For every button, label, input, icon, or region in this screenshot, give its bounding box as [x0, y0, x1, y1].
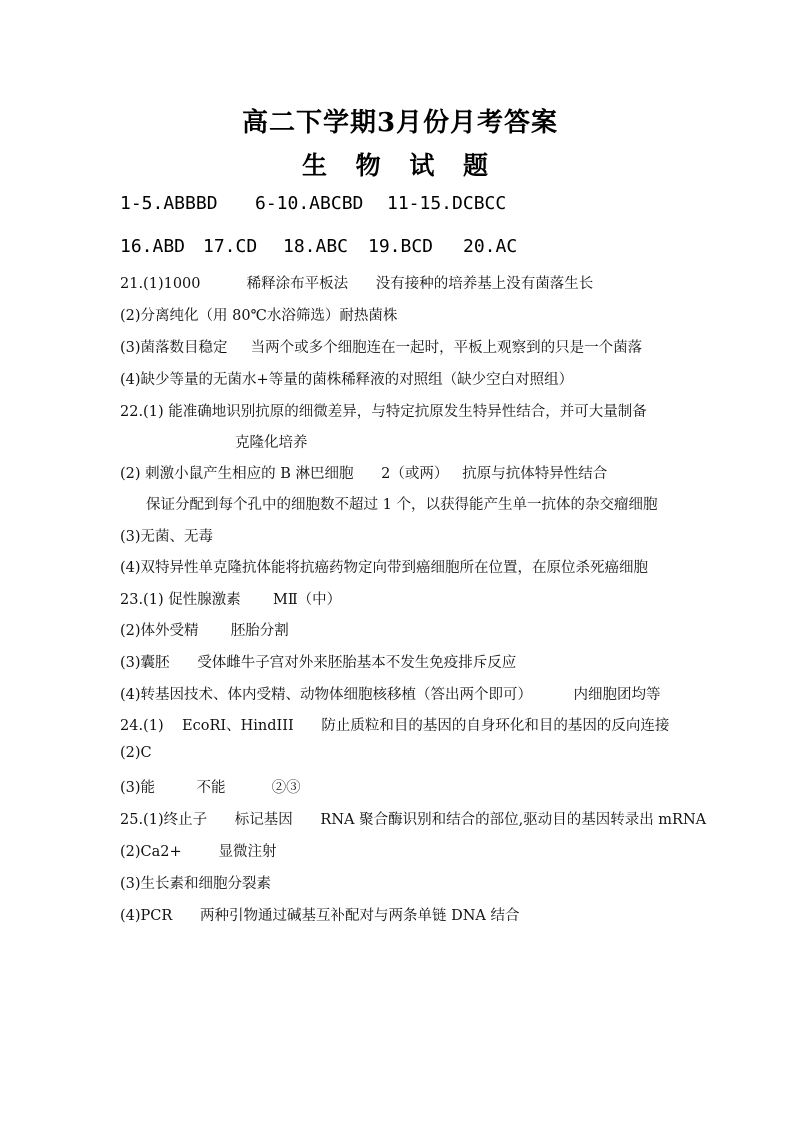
choice-answer: 17.CD [203, 236, 258, 257]
exam-subtitle: 生 物 试 题 [301, 151, 499, 180]
choice-answer: 20.AC [463, 236, 518, 257]
answer-line: (3)能 不能 ②③ [120, 780, 301, 796]
choice-answer: 18.ABC [283, 236, 349, 257]
answer-line: (2) 刺激小鼠产生相应的 B 淋巴细胞 2（或两） 抗原与抗体特异性结合 [120, 466, 608, 482]
choice-answer: 1-5.ABBBD [120, 193, 218, 214]
answer-line: (3)无菌、无毒 [120, 529, 214, 545]
answer-line: 克隆化培养 [235, 435, 308, 451]
answer-line: 保证分配到每个孔中的细胞数不超过 1 个，以获得能产生单一抗体的杂交瘤细胞 [146, 497, 658, 513]
answer-line: 22.(1) 能准确地识别抗原的细微差异，与特定抗原发生特异性结合，并可大量制备 [120, 404, 647, 420]
answer-line: (2)Ca2+ 显微注射 [120, 844, 277, 860]
answer-line: (4)PCR 两种引物通过碱基互补配对与两条单链 DNA 结合 [120, 908, 520, 924]
choice-answer: 19.BCD [368, 236, 434, 257]
answer-line: (4)双特异性单克隆抗体能将抗癌药物定向带到癌细胞所在位置，在原位杀死癌细胞 [120, 560, 649, 576]
answer-line: 24.(1) EcoRI、HindIII 防止质粒和目的基因的自身环化和目的基因的反向连接 [120, 718, 670, 734]
answer-line: (3)生长素和细胞分裂素 [120, 876, 272, 892]
answer-line: (3)菌落数目稳定 当两个或多个细胞连在一起时，平板上观察到的只是一个菌落 [120, 340, 643, 356]
choice-answer: 11-15.DCBCC [387, 193, 507, 214]
exam-title: 高二下学期3月份月考答案 [241, 108, 559, 138]
answer-line: (2)分离纯化（用 80℃水浴筛选）耐热菌株 [120, 308, 398, 324]
answer-line: (2)体外受精 胚胎分割 [120, 623, 289, 639]
choice-answer: 6-10.ABCBD [255, 193, 364, 214]
answer-line: 21.(1)1000 稀释涂布平板法 没有接种的培养基上没有菌落生长 [120, 276, 594, 292]
answer-line: (4)缺少等量的无菌水+等量的菌株稀释液的对照组（缺少空白对照组） [120, 372, 574, 388]
answer-line: (2)C [120, 745, 152, 761]
answer-line: 23.(1) 促性腺激素 MⅡ（中） [120, 592, 342, 608]
answer-line: (4)转基因技术、体内受精、动物体细胞核移植（答出两个即可） 内细胞团均等 [120, 687, 661, 703]
choice-answer: 16.ABD [120, 236, 186, 257]
answer-line: 25.(1)终止子 标记基因 RNA 聚合酶识别和结合的部位,驱动目的基因转录出 mRNA [120, 812, 707, 828]
answer-line: (3)囊胚 受体雌牛子宫对外来胚胎基本不发生免疫排斥反应 [120, 655, 517, 671]
